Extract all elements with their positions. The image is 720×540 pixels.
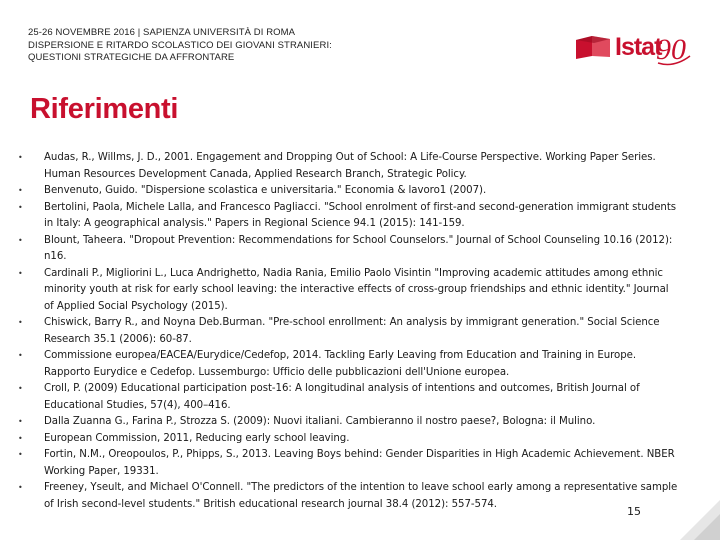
corner-fold-decoration	[660, 500, 720, 540]
reference-item	[18, 431, 680, 448]
reference-item	[18, 381, 680, 414]
reference-text: Audas, R., Willms, J. D., 2001. Engagement and Dropping Out of School: A Life-Course Perspective. Working Paper Series. Human Resources Development Canada, Applied Research Branch, Strategic Policy.	[44, 152, 656, 180]
istat-logo	[574, 30, 694, 70]
bullet-icon: •	[18, 186, 23, 195]
reference-item	[18, 447, 680, 480]
reference-text: Blount, Taheera. "Dropout Prevention: Recommendations for School Counselors." Journal of School Counseling 10.16 (2012): n16.	[44, 234, 673, 262]
istat-cube-icon	[574, 34, 612, 60]
bullet-icon: •	[18, 384, 23, 393]
reference-text: Chiswick, Barry R., and Noyna Deb.Burman. "Pre-school enrollment: An analysis by immigrant generation." Social Science Research 35.1 (2006): 60-87.	[44, 317, 660, 345]
bullet-icon: •	[18, 235, 23, 245]
reference-text: Dalla Zuanna G., Farina P., Strozza S. (2009): Nuovi italiani. Cambieranno il nostro paese?, Bologna: il Mulino.	[44, 416, 596, 427]
references-list	[18, 150, 680, 513]
reference-item	[18, 348, 680, 381]
reference-item	[18, 480, 680, 513]
bullet-icon: •	[18, 318, 23, 327]
page-title: Riferimenti	[30, 93, 179, 125]
header-line-2: DISPERSIONE E RITARDO SCOLASTICO DEI GIOVANI STRANIERI:	[28, 39, 332, 51]
istat-90-mark-icon	[654, 30, 694, 70]
bullet-icon: •	[18, 202, 23, 212]
reference-text: Fortin, N.M., Oreopoulos, P., Phipps, S., 2013. Leaving Boys behind: Gender Disparities in High Academic Achievement. NBER Working Paper, 19331.	[44, 449, 675, 477]
reference-item	[18, 150, 680, 183]
header-line-1: 25-26 NOVEMBRE 2016 | SAPIENZA UNIVERSITÀ DI ROMA	[28, 27, 296, 38]
bullet-icon: •	[18, 483, 23, 492]
bullet-icon: •	[18, 268, 23, 278]
reference-item	[18, 183, 680, 200]
reference-text: European Commission, 2011, Reducing early school leaving.	[44, 432, 350, 444]
reference-text: Cardinali P., Migliorini L., Luca Andrighetto, Nadia Rania, Emilio Paolo Visintin "Improving academic attitudes among ethnic minority youth at risk for early school leaving: the interactive effects of cross-group friendships and ethnic identity." Journal of Applied Social Psychology (2015).	[44, 267, 669, 312]
bullet-icon: •	[18, 153, 23, 162]
bullet-icon: •	[18, 351, 23, 360]
reference-item	[18, 266, 680, 316]
bullet-icon: •	[18, 417, 23, 426]
reference-text: Benvenuto, Guido. "Dispersione scolastica e universitaria." Economia & lavoro1 (2007).	[44, 185, 487, 196]
reference-item	[18, 315, 680, 348]
page-number: 15	[627, 505, 641, 518]
istat-wordmark: Istat	[615, 33, 662, 61]
header-info	[28, 27, 332, 65]
header-line-3: QUESTIONI STRATEGICHE DA AFFRONTARE	[28, 52, 235, 63]
reference-text: Croll, P. (2009) Educational participation post-16: A longitudinal analysis of intentions and outcomes, British Journal of Educational Studies, 57(4), 400–416.	[44, 383, 640, 411]
reference-text: Commissione europea/EACEA/Eurydice/Cedefop, 2014. Tackling Early Leaving from Education and Training in Europe. Rapporto Eurydice e Cedefop. Lussemburgo: Ufficio delle pubblicazioni dell'Unione europea.	[44, 350, 637, 378]
reference-text: Freeney, Yseult, and Michael O'Connell. "The predictors of the intention to leave school early among a representative sample of Irish second-level students." British educational research journal 38.4 (2012): 557-574.	[44, 482, 678, 510]
istat-90-text: 90	[656, 33, 686, 66]
reference-text: Bertolini, Paola, Michele Lalla, and Francesco Pagliacci. "School enrolment of first-and second-generation immigrant students in Italy: A geographical analysis." Papers in Regional Science 94.1 (2015): 141-159.	[44, 201, 677, 229]
bullet-icon: •	[18, 433, 23, 443]
reference-item	[18, 200, 680, 233]
reference-item	[18, 233, 680, 266]
bullet-icon: •	[18, 450, 23, 459]
reference-item	[18, 414, 680, 431]
